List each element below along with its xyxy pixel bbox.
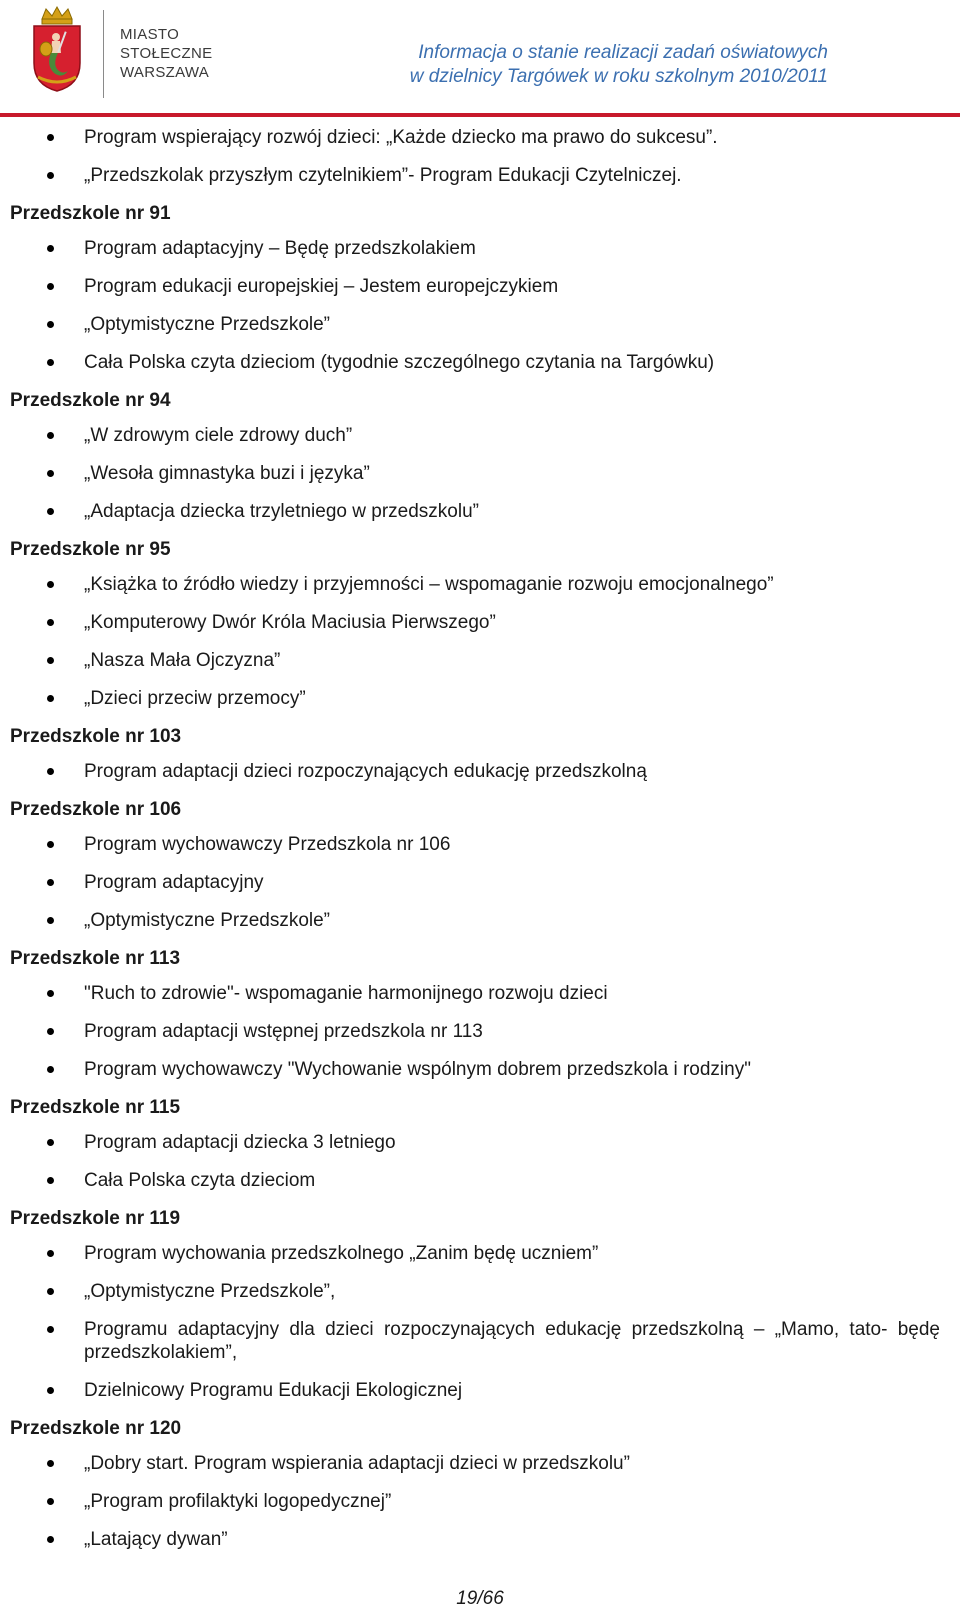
list-item-text: „Latający dywan” [84,1529,228,1550]
bullet-icon [47,841,54,848]
list-item [10,903,940,941]
list-item [10,1446,940,1484]
list-item-text: Program adaptacyjny [84,872,264,893]
bullet-icon [47,1288,54,1295]
section-heading: Przedszkole nr 95 [10,539,171,560]
bullet-icon [47,879,54,886]
bullet-icon [47,1387,54,1394]
section-heading: Przedszkole nr 120 [10,1418,182,1439]
bullet-icon [47,172,54,179]
list-item-text: „Program profilaktyki logopedycznej” [84,1491,392,1512]
list-item [10,827,940,865]
list-item-text: Programu adaptacyjny dla dzieci rozpoczynających edukację przedszkolną – „Mamo, tato- będę przedszkolakiem”, [84,1319,940,1363]
section-heading: Przedszkole nr 103 [10,726,182,747]
list-item [10,643,940,681]
list-item [10,865,940,903]
bullet-icon [47,283,54,290]
section-list [10,418,940,532]
list-item [10,1522,940,1560]
bullet-icon [47,1326,54,1333]
list-item-text: „W zdrowym ciele zdrowy duch” [84,425,353,446]
section-heading: Przedszkole nr 91 [10,203,171,224]
bullet-icon [47,245,54,252]
list-item [10,269,940,307]
section-list [10,231,940,383]
list-item-text: Program adaptacji dziecka 3 letniego [84,1132,396,1153]
list-item [10,681,940,719]
list-item [10,976,940,1014]
section-heading: Przedszkole nr 106 [10,799,182,820]
list-item-text: Program wspierający rozwój dzieci: „Każde dziecko ma prawo do sukcesu”. [84,127,718,148]
list-item [10,231,940,269]
bullet-icon [47,768,54,775]
bullet-icon [47,134,54,141]
list-item-text: „Optymistyczne Przedszkole” [84,314,331,335]
bullet-icon [47,581,54,588]
intro-list [10,120,940,196]
city-line-2: STOŁECZNE [120,45,213,62]
bullet-icon [47,321,54,328]
section-list [10,976,940,1090]
list-item [10,158,940,196]
list-item-text: „Książka to źródło wiedzy i przyjemności – wspomaganie rozwoju emocjonalnego” [84,574,774,595]
section-list [10,827,940,941]
list-item [10,754,940,792]
section-heading: Przedszkole nr 119 [10,1208,181,1229]
city-line-1: MIASTO [120,26,180,43]
list-item-text: „Optymistyczne Przedszkole” [84,910,331,931]
list-item [10,1236,940,1274]
list-item-text: Program adaptacji dzieci rozpoczynających edukację przedszkolną [84,761,647,782]
bullet-icon [47,1028,54,1035]
bullet-icon [47,432,54,439]
list-item [10,1274,940,1312]
list-item [10,1312,940,1373]
bullet-icon [47,1139,54,1146]
list-item [10,494,940,532]
list-item-text: „Komputerowy Dwór Króla Maciusia Pierwszego” [84,612,496,633]
section-heading: Przedszkole nr 115 [10,1097,181,1118]
header-divider [103,10,104,98]
list-item-text: Dzielnicowy Programu Edukacji Ekologicznej [84,1380,463,1401]
list-item-text: Program wychowawczy "Wychowanie wspólnym dobrem przedszkola i rodziny" [84,1059,751,1080]
list-item [10,456,940,494]
bullet-icon [47,470,54,477]
list-item-text: Program adaptacji wstępnej przedszkola nr 113 [84,1021,483,1042]
list-item [10,1484,940,1522]
bullet-icon [47,695,54,702]
list-item-text: „Dobry start. Program wspierania adaptacji dzieci w przedszkolu” [84,1453,630,1474]
bullet-icon [47,1066,54,1073]
section-heading: Przedszkole nr 113 [10,948,181,969]
warsaw-coat-of-arms-logo [28,5,86,93]
list-item [10,418,940,456]
bullet-icon [47,1177,54,1184]
list-item-text: Program adaptacyjny – Będę przedszkolakiem [84,238,476,259]
section-list [10,1236,940,1411]
list-item-text: Cała Polska czyta dzieciom (tygodnie szczególnego czytania na Targówku) [84,352,715,373]
list-item [10,1163,940,1201]
list-item [10,567,940,605]
bullet-icon [47,508,54,515]
section-list [10,1125,940,1201]
bullet-icon [47,1460,54,1467]
list-item [10,1052,940,1090]
list-item-text: „Optymistyczne Przedszkole”, [84,1281,336,1302]
list-item-text: „Wesoła gimnastyka buzi i języka” [84,463,370,484]
list-item [10,605,940,643]
page-number: 19/66 [456,1588,504,1609]
bullet-icon [47,657,54,664]
list-item-text: Program wychowania przedszkolnego „Zanim będę uczniem” [84,1243,599,1264]
list-item-text: Program wychowawczy Przedszkola nr 106 [84,834,451,855]
list-item-text: „Przedszkolak przyszłym czytelnikiem”- Program Edukacji Czytelniczej. [84,165,682,186]
bullet-icon [47,619,54,626]
list-item-text: „Adaptacja dziecka trzyletniego w przedszkolu” [84,501,479,522]
list-item [10,1373,940,1411]
list-item [10,345,940,383]
section-list [10,754,940,792]
bullet-icon [47,1536,54,1543]
bullet-icon [47,1498,54,1505]
bullet-icon [47,1250,54,1257]
section-list [10,567,940,719]
page-content [10,120,940,1560]
list-item-text: „Nasza Mała Ojczyzna” [84,650,281,671]
header-rule [0,113,960,117]
list-item [10,1125,940,1163]
list-item [10,307,940,345]
document-title-line-1: Informacja o stanie realizacji zadań oświatowych [418,42,828,63]
list-item [10,1014,940,1052]
page-header [0,0,960,118]
list-item-text: "Ruch to zdrowie"- wspomaganie harmonijnego rozwoju dzieci [84,983,608,1004]
list-item [10,120,940,158]
bullet-icon [47,359,54,366]
bullet-icon [47,917,54,924]
city-line-3: WARSZAWA [120,64,210,81]
bullet-icon [47,990,54,997]
list-item-text: Program edukacji europejskiej – Jestem europejczykiem [84,276,559,297]
list-item-text: Cała Polska czyta dzieciom [84,1170,316,1191]
city-name [120,25,212,82]
document-title-line-2: w dzielnicy Targówek w roku szkolnym 2010/2011 [409,66,828,87]
list-item-text: „Dzieci przeciw przemocy” [84,688,306,709]
document-title [410,41,828,89]
section-list [10,1446,940,1560]
section-heading: Przedszkole nr 94 [10,390,171,411]
